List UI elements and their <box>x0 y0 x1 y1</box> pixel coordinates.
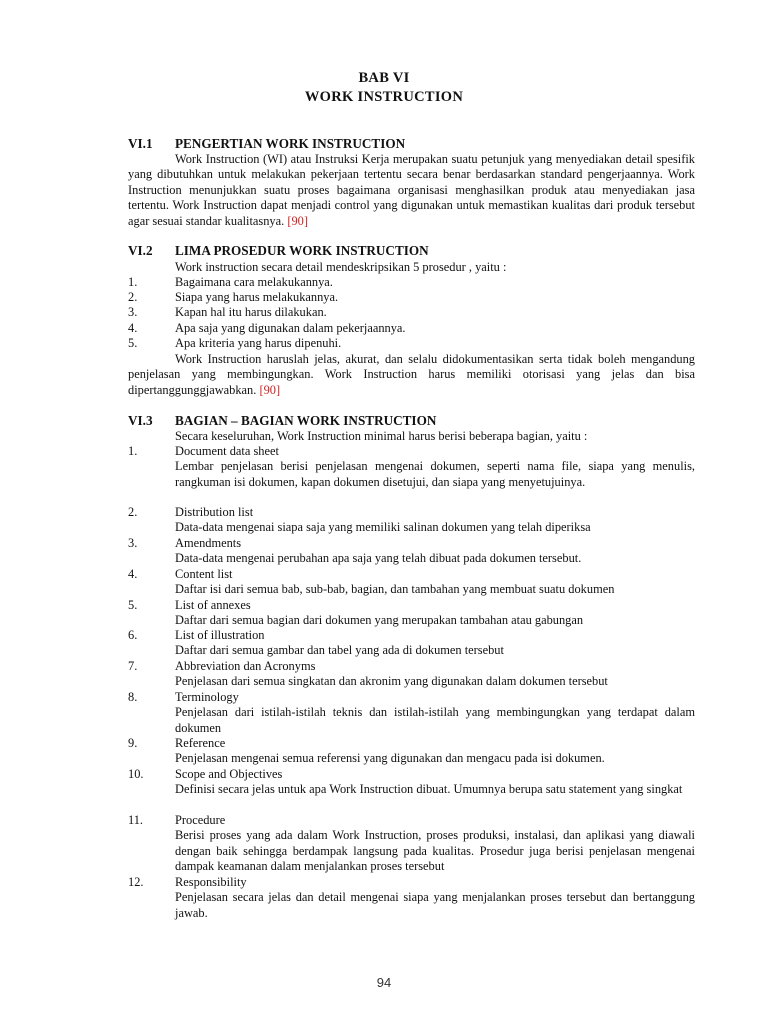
list-text: Kapan hal itu harus dilakukan. <box>175 305 327 319</box>
list-number: 10. <box>128 767 144 781</box>
list-number: 2. <box>128 505 138 519</box>
section-3-intro: Secara keseluruhan, Work Instruction minimal harus berisi beberapa bagian, yaitu : <box>175 429 588 443</box>
list-title: Responsibility <box>175 875 247 889</box>
list-description: Penjelasan secara jelas dan detail mengenai siapa yang menjalankan proses tersebut dan bertanggung jawab. <box>175 890 695 920</box>
list-description: Daftar dari semua gambar dan tabel yang ada di dokumen tersebut <box>175 643 504 658</box>
chapter-number: BAB VI <box>358 70 410 86</box>
list-number: 2. <box>128 290 138 304</box>
list-title: Terminology <box>175 690 239 704</box>
list-number: 12. <box>128 875 144 889</box>
list-description: Daftar dari semua bagian dari dokumen yang merupakan tambahan atau gabungan <box>175 613 584 628</box>
list-number: 5. <box>128 336 138 350</box>
list-description: Lembar penjelasan berisi penjelasan mengenai dokumen, seperti nama file, siapa yang menulis, rangkuman isi dokumen, kapan dokumen disetujui, dan siapa yang menyetujuinya. <box>175 459 695 489</box>
page-number: 94 <box>376 975 392 990</box>
list-description: Penjelasan dari istilah-istilah teknis dan istilah-istilah yang membingungkan yang terdapat dalam dokumen <box>175 705 695 735</box>
section-title: BAGIAN – BAGIAN WORK INSTRUCTION <box>175 413 437 428</box>
list-title: Procedure <box>175 813 226 827</box>
list-title: Abbreviation dan Acronyms <box>175 659 316 673</box>
section-number: VI.2 <box>128 243 153 258</box>
list-description: Berisi proses yang ada dalam Work Instruction, proses produksi, instalasi, dan aplikasi yang diawali dengan baik sehingga berdampak langsung pada kualitas. Prosedur juga berisi penjelasan mengenai dampak keamanan dalam menjalankan proses tersebut <box>175 828 695 874</box>
list-description: Data-data mengenai perubahan apa saja yang telah dibuat pada dokumen tersebut. <box>175 551 582 566</box>
list-number: 3. <box>128 305 138 319</box>
list-title: Content list <box>175 567 233 581</box>
list-number: 3. <box>128 536 138 550</box>
list-title: Amendments <box>175 536 242 550</box>
citation: [90] <box>259 382 281 397</box>
paragraph-text: Work Instruction (WI) atau Instruksi Kerja merupakan suatu petunjuk yang menyediakan detail spesifik yang dibutuhkan untuk melakukan pekerjaan tertentu secara benar berdasarkan standard pengerjaannya. Work Instruction menunjukkan suatu proses bagaimana organisasi menghasilkan produk atau menyediakan jasa tertentu. Work Instruction dapat menjadi control yang digunakan untuk memastikan kualitas dari produk tersebut agar sesuai standar kualitasnya. <box>128 152 695 228</box>
list-text: Apa kriteria yang harus dipenuhi. <box>175 336 342 350</box>
list-number: 4. <box>128 321 138 335</box>
section-1-paragraph <box>128 152 695 229</box>
list-text: Apa saja yang digunakan dalam pekerjaannya. <box>175 321 406 335</box>
section-2-closing-paragraph <box>128 352 695 398</box>
section-number: VI.1 <box>128 136 153 151</box>
list-number: 1. <box>128 275 138 289</box>
section-title: PENGERTIAN WORK INSTRUCTION <box>175 136 406 151</box>
citation: [90] <box>287 213 308 228</box>
list-number: 7. <box>128 659 138 673</box>
list-number: 5. <box>128 598 138 612</box>
list-text: Bagaimana cara melakukannya. <box>175 275 333 289</box>
list-number: 6. <box>128 628 138 642</box>
list-title: Document data sheet <box>175 444 279 458</box>
list-text: Siapa yang harus melakukannya. <box>175 290 339 304</box>
list-title: Reference <box>175 736 226 750</box>
list-title: Distribution list <box>175 505 254 519</box>
list-title: List of annexes <box>175 598 251 612</box>
chapter-title: WORK INSTRUCTION <box>304 89 464 105</box>
list-description: Daftar isi dari semua bab, sub-bab, bagian, dan tambahan yang membuat suatu dokumen <box>175 582 615 597</box>
section-2-intro: Work instruction secara detail mendeskripsikan 5 prosedur , yaitu : <box>175 260 507 274</box>
list-description: Data-data mengenai siapa saja yang memiliki salinan dokumen yang telah diperiksa <box>175 520 591 535</box>
list-number: 9. <box>128 736 138 750</box>
list-number: 1. <box>128 444 138 458</box>
section-number: VI.3 <box>128 413 153 428</box>
list-number: 8. <box>128 690 138 704</box>
list-description: Penjelasan dari semua singkatan dan akronim yang digunakan dalam dokumen tersebut <box>175 674 608 689</box>
list-description: Definisi secara jelas untuk apa Work Instruction dibuat. Umumnya berupa satu statement yang singkat <box>175 782 683 797</box>
list-number: 11. <box>128 813 144 827</box>
list-number: 4. <box>128 567 138 581</box>
paragraph-text: Work Instruction haruslah jelas, akurat, dan selalu didokumentasikan serta tidak boleh mengandung penjelasan yang membingungkan. Work Instruction harus memiliki otorisasi yang jelas dan bisa dipertanggunggjawabkan. <box>128 352 695 397</box>
list-title: List of illustration <box>175 628 265 642</box>
list-description: Penjelasan mengenai semua referensi yang digunakan dan mengacu pada isi dokumen. <box>175 751 605 766</box>
list-title: Scope and Objectives <box>175 767 283 781</box>
section-title: LIMA PROSEDUR WORK INSTRUCTION <box>175 243 429 258</box>
